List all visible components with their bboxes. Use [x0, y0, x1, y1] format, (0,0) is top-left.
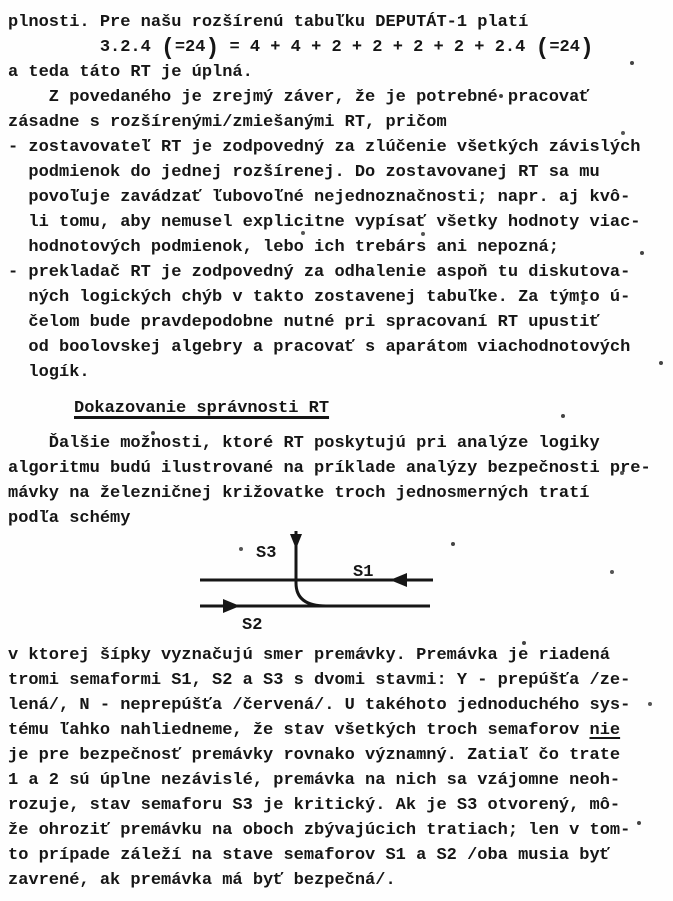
railway-junction-svg — [180, 531, 460, 643]
text-line — [8, 718, 673, 743]
text-segment: lená/, N - neprepúšťa /červená/. U takéhoto jednoduchého sys- — [8, 696, 631, 715]
text-segment: ( — [535, 35, 550, 61]
text-segment: čelom bude pravdepodobne nutné pri spracovaní RT upustiť — [8, 313, 600, 332]
text-segment: ) — [579, 35, 594, 61]
text-segment: zavrené, ak premávka má byť bezpečná/. — [8, 871, 396, 890]
text-line — [8, 160, 673, 185]
text-segment: to prípade záleží na stave semaforov S1 a S2 /oba musia byť — [8, 846, 610, 865]
section-heading: Dokazovanie správnosti RT — [74, 399, 330, 418]
text-segment: logík. — [8, 363, 90, 382]
semaphore-s1-label: S1 — [353, 563, 374, 582]
text-line — [8, 843, 673, 868]
text-segment: mávky na železničnej križovatke troch jednosmerných tratí — [8, 484, 590, 503]
track-3-curve-line — [296, 531, 326, 606]
text-segment: podmienok do jednej rozšírenej. Do zostavovanej RT sa mu — [8, 163, 600, 182]
text-line — [8, 768, 673, 793]
text-line — [8, 481, 673, 506]
text-segment: plnosti. Pre našu rozšírenú tabuľku DEPUTÁT-1 platí — [8, 13, 529, 32]
text-segment: tému ľahko nahliedneme, že stav všetkých troch semaforov — [8, 721, 590, 740]
text-line — [8, 10, 673, 35]
text-segment: ných logických chýb v takto zostavenej tabuľke. Za týmto ú- — [8, 288, 631, 307]
text-segment: Z povedaného je zrejmý záver, že je potrebné pracovať — [8, 88, 590, 107]
text-line — [8, 260, 673, 285]
underlined-text: nie — [589, 721, 621, 740]
railway-junction-diagram — [8, 531, 673, 643]
paragraph-block-bottom — [8, 643, 673, 893]
text-segment: v ktorej šípky vyznačujú smer premávky. Premávka je riadená — [8, 646, 610, 665]
text-segment: a teda táto RT je úplná. — [8, 63, 253, 82]
text-segment: = 4 + 4 + 2 + 2 + 2 + 2 + 2.4 — [219, 38, 536, 57]
semaphore-s2-label: S2 — [242, 616, 263, 635]
text-line — [8, 868, 673, 893]
track-3-down-arrowhead-icon — [290, 534, 302, 549]
text-segment: hodnotových podmienok, lebo ich trebárs ani nepozná; — [8, 238, 559, 257]
text-line — [8, 431, 673, 456]
text-line — [8, 35, 673, 60]
text-line — [8, 185, 673, 210]
text-segment: od boolovskej algebry a pracovať s aparátom viachodnotových — [8, 338, 631, 357]
text-segment: Ďalšie možnosti, ktoré RT poskytujú pri analýze logiky — [8, 434, 600, 453]
text-line — [8, 335, 673, 360]
text-segment: 1 a 2 sú úplne nezávislé, premávka na nich sa vzájomne neoh- — [8, 771, 621, 790]
text-line — [8, 693, 673, 718]
text-segment: =24 — [549, 38, 580, 57]
text-line — [8, 360, 673, 385]
text-line — [8, 135, 673, 160]
text-segment: tromi semaformi S1, S2 a S3 s dvomi stavmi: Y - prepúšťa /ze- — [8, 671, 631, 690]
track-1-left-arrowhead-icon — [390, 573, 407, 587]
text-segment: algoritmu budú ilustrované na príklade analýzy bezpečnosti pre- — [8, 459, 651, 478]
text-segment: 3.2.4 — [8, 38, 162, 57]
text-line — [8, 110, 673, 135]
text-segment: povoľuje zavádzať ľubovoľné nejednoznačnosti; napr. aj kvô- — [8, 188, 631, 207]
semaphore-s3-label: S3 — [256, 544, 277, 563]
track-2-right-arrowhead-icon — [223, 599, 240, 613]
text-segment: že ohroziť premávku na oboch zbývajúcich tratiach; len v tom- — [8, 821, 631, 840]
text-line — [8, 210, 673, 235]
text-line — [8, 456, 673, 481]
text-segment: podľa schémy — [8, 509, 131, 528]
text-line — [8, 85, 673, 110]
text-line — [8, 818, 673, 843]
text-segment: - zostavovateľ RT je zodpovedný za zlúčenie všetkých závislých — [8, 138, 641, 157]
text-segment: - prekladač RT je zodpovedný za odhalenie aspoň tu diskutova- — [8, 263, 631, 282]
text-line — [8, 285, 673, 310]
text-segment: ( — [161, 35, 175, 61]
text-line — [8, 643, 673, 668]
paragraph-block-top — [8, 10, 673, 385]
text-segment: ) — [205, 35, 220, 61]
text-line — [8, 60, 673, 85]
paragraph-block-mid — [8, 431, 673, 531]
text-line — [8, 235, 673, 260]
text-segment: rozuje, stav semaforu S3 je kritický. Ak je S3 otvorený, mô- — [8, 796, 621, 815]
text-segment: zásadne s rozšírenými/zmiešanými RT, pričom — [8, 113, 447, 132]
text-line — [8, 743, 673, 768]
text-line — [8, 506, 673, 531]
text-segment: =24 — [174, 38, 206, 57]
text-segment: li tomu, aby nemusel explicitne vypísať všetky hodnoty viac- — [8, 213, 641, 232]
text-line — [8, 668, 673, 693]
text-segment: je pre bezpečnosť premávky rovnako významný. Zatiaľ čo trate — [8, 746, 621, 765]
scan-noise-speckles — [0, 0, 2, 2]
text-line — [8, 793, 673, 818]
text-line — [8, 310, 673, 335]
